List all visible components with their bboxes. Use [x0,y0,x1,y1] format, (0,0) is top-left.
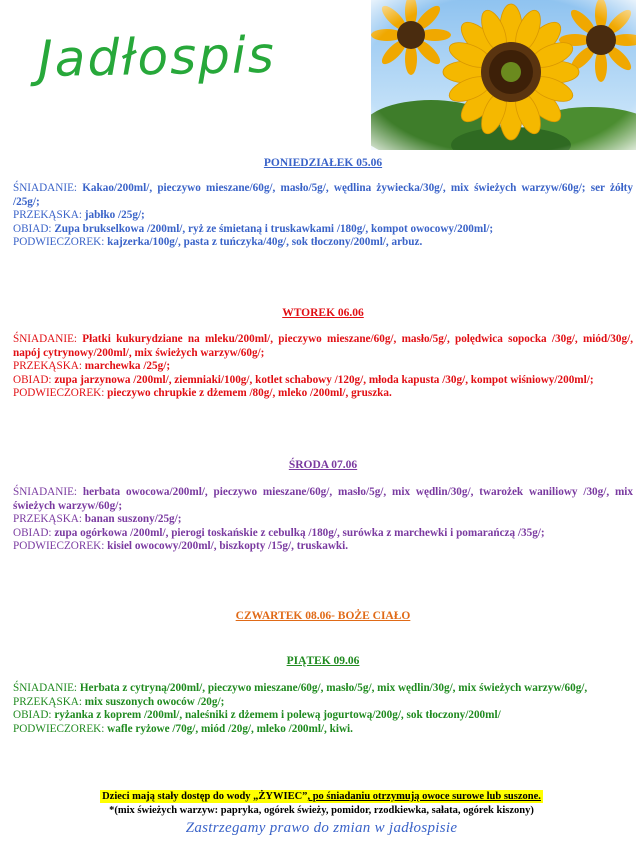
meal-snack: PRZEKĄSKA: jabłko /25g/; [13,209,145,221]
water-note-highlight: Dzieci mają stały dostęp do wody „ŻYWIEC”, po śniadaniu otrzymują owoce surowe lub suszone. [102,791,541,802]
day-friday [13,655,633,736]
meal-snack: PRZEKĄSKA: mix suszonych owoców /20g/; [13,695,225,708]
meal-breakfast: ŚNIADANIE: Herbata z cytryną/200ml/, pieczywo mieszane/60g/, masło/5g/, mix wędlin/30g/, mix świeżych warzyw/60g/, [13,682,588,694]
day-thursday [13,610,633,630]
day-heading: CZWARTEK 08.06- BOŻE CIAŁO [235,610,411,622]
day-heading: PIĄTEK 09.06 [286,655,360,667]
meal-afternoon-snack: PODWIECZOREK: pieczywo chrupkie z dżemem /80g/, mleko /200ml/, gruszka. [13,387,392,399]
meal-breakfast: ŚNIADANIE: Kakao/200ml/, pieczywo mieszane/60g/, masło/5g/, wędlina żywiecka/30g/, mix świeżych warzyw/60g/; ser żółty /25g/; [13,182,633,208]
sunflower-illustration [371,0,636,150]
meal-lunch: OBIAD: Zupa brukselkowa /200ml/, ryż ze śmietaną i truskawkami /180g/, kompot owocowy/200ml/; [13,222,494,235]
meal-snack: PRZEKĄSKA: marchewka /25g/; [13,360,171,372]
day-heading: ŚRODA 07.06 [288,459,358,471]
meal-breakfast: ŚNIADANIE: Płatki kukurydziane na mleku/200ml/, pieczywo mieszane/60g/, masło/5g/, polędwica sopocka /30g/, miód/30g/, napój cytrynowy/200ml/, mix świeżych warzyw/60g/; [13,333,633,359]
page-title: Jadłospis [37,25,277,89]
meal-breakfast: ŚNIADANIE: herbata owocowa/200ml/, pieczywo mieszane/60g/, masło/5g/, mix wędlin/30g/, twarożek waniliowy /30g/, mix świeżych warzyw/60g/; [13,486,633,512]
day-tuesday [13,307,633,401]
vegetables-note: *(mix świeżych warzyw: papryka, ogórek świeży, pomidor, rzodkiewka, sałata, ogórek kiszony) [109,805,534,816]
meal-afternoon-snack: PODWIECZOREK: wafle ryżowe /70g/, miód /20g/, mleko /200ml/, kiwi. [13,722,353,735]
day-wednesday [13,459,633,554]
day-monday [13,157,633,250]
day-heading: PONIEDZIAŁEK 05.06 [263,157,383,169]
meal-snack: PRZEKĄSKA: banan suszony/25g/; [13,513,182,525]
water-note [0,786,643,804]
footer-notes [0,786,643,837]
day-heading: WTOREK 06.06 [282,307,364,319]
meal-afternoon-snack: PODWIECZOREK: kajzerka/100g/, pasta z tuńczyka/40g/, sok tłoczony/200ml/, arbuz. [13,236,423,248]
meal-lunch: OBIAD: ryżanka z koprem /200ml/, naleśniki z dżemem i polewą jogurtową/200g/, sok tłoczony/200ml/ [13,709,501,721]
meal-lunch: OBIAD: zupa jarzynowa /200ml/, ziemniaki/100g/, kotlet schabowy /120g/, młoda kapusta /30g/, kompot wiśniowy/200ml/; [13,373,594,386]
disclaimer: Zastrzegamy prawo do zmian w jadłospisie [185,820,458,836]
sunflower-photo [371,0,636,150]
meal-afternoon-snack: PODWIECZOREK: kisiel owocowy/200ml/, biszkopty /15g/, truskawki. [13,540,349,552]
meal-lunch: OBIAD: zupa ogórkowa /200ml/, pierogi toskańskie z cebulką /180g/, surówka z marchewki i pomarańczą /35g/; [13,526,545,539]
